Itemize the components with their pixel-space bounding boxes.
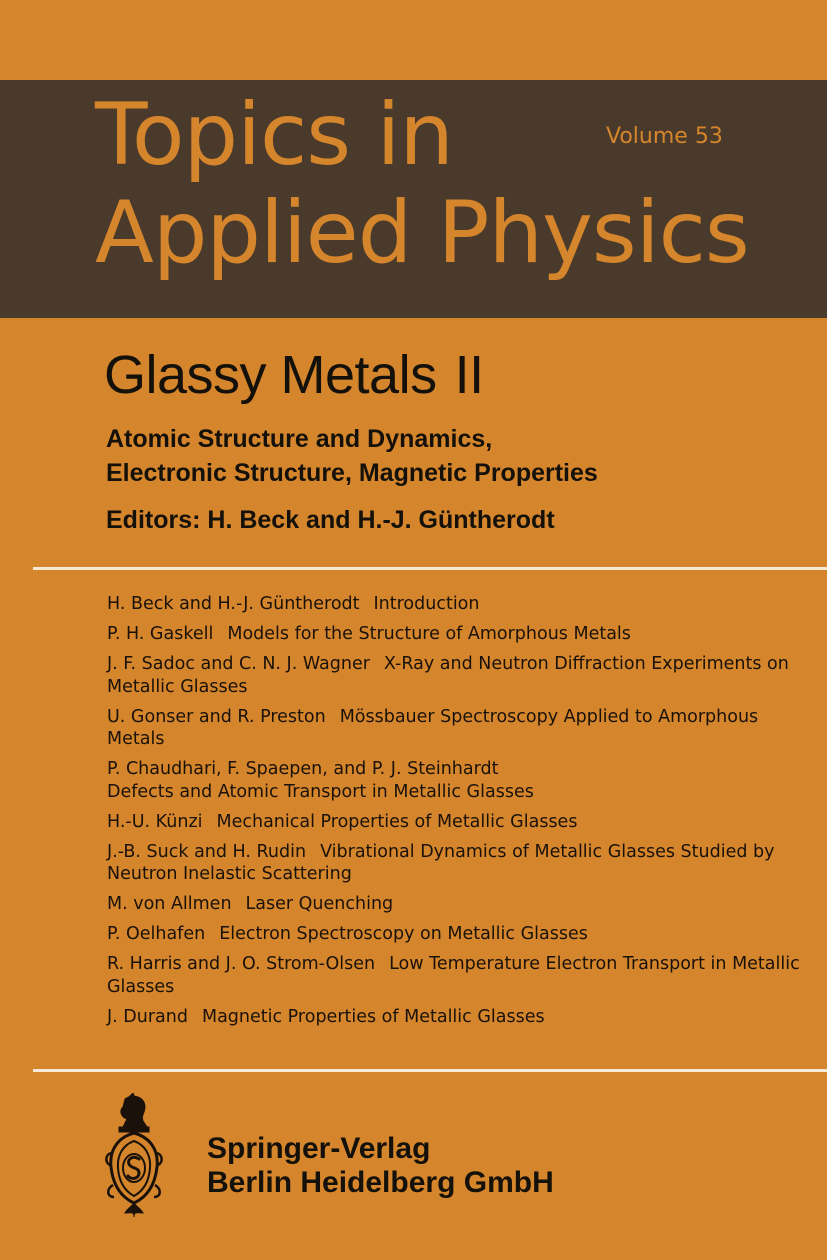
contents-title: Electron Spectroscopy on Metallic Glasses: [219, 924, 588, 944]
contents-item: [107, 593, 807, 616]
contents-authors: U. Gonser and R. Preston: [107, 706, 326, 727]
contents-authors: M. von Allmen: [107, 894, 232, 914]
subtitle-line1: Atomic Structure and Dynamics,: [106, 425, 493, 453]
editors: Editors: H. Beck and H.-J. Güntherodt: [106, 506, 555, 534]
bottom-divider: [33, 1069, 827, 1072]
contents-title: Laser Quenching: [245, 894, 394, 914]
book-title-text: Glassy Metals: [104, 345, 437, 405]
series-title: [95, 86, 749, 282]
contents-title: Vibrational Dynamics of Metallic Glasses Studied by Neutron Inelastic Scattering: [107, 841, 775, 884]
contents-authors: J. F. Sadoc and C. N. J. Wagner: [107, 654, 370, 674]
contents-item: [107, 811, 807, 834]
publisher-line2: Berlin Heidelberg GmbH: [207, 1166, 554, 1199]
publisher: [207, 1132, 554, 1200]
contents-list: [107, 593, 807, 1036]
series-title-line2: Applied Physics: [95, 183, 749, 283]
subtitle-line2: Electronic Structure, Magnetic Properties: [106, 459, 598, 487]
contents-item: [107, 841, 807, 886]
contents-authors: P. Oelhafen: [107, 924, 206, 944]
contents-authors: J. Durand: [107, 1006, 188, 1027]
contents-title: Defects and Atomic Transport in Metallic Glasses: [107, 781, 534, 802]
book-subtitle: [106, 422, 598, 490]
contents-authors: H. Beck and H.-J. Güntherodt: [107, 594, 360, 614]
contents-authors: J.-B. Suck and H. Rudin: [107, 841, 307, 862]
contents-item: [107, 1006, 807, 1029]
contents-item: [107, 706, 807, 751]
contents-item: [107, 653, 807, 698]
contents-item: [107, 623, 807, 646]
contents-authors: R. Harris and J. O. Strom-Olsen: [107, 954, 376, 974]
contents-item: [107, 758, 807, 803]
book-part-number: II: [454, 345, 484, 405]
contents-item: [107, 893, 807, 916]
contents-item: [107, 923, 807, 946]
contents-authors: P. H. Gaskell: [107, 624, 214, 644]
contents-title: Introduction: [373, 594, 480, 614]
publisher-line1: Springer-Verlag: [207, 1132, 431, 1165]
contents-title: Magnetic Properties of Metallic Glasses: [201, 1006, 545, 1027]
contents-item: [107, 953, 807, 998]
contents-authors: H.-U. Künzi: [107, 811, 203, 832]
book-title: [104, 340, 484, 410]
series-title-line1: Topics in: [95, 85, 453, 185]
top-divider: [33, 567, 827, 570]
contents-title: Models for the Structure of Amorphous Metals: [227, 624, 631, 644]
volume-number: Volume 53: [606, 124, 723, 149]
contents-title: Mechanical Properties of Metallic Glasses: [216, 811, 578, 832]
springer-knight-logo-icon: [103, 1093, 165, 1219]
contents-authors: P. Chaudhari, F. Spaepen, and P. J. Steinhardt: [107, 759, 499, 779]
contents-title: Mössbauer Spectroscopy Applied to Amorphous Metals: [107, 706, 759, 749]
contents-title: X-Ray and Neutron Diffraction Experiments on Metallic Glasses: [107, 654, 789, 697]
contents-title: Low Temperature Electron Transport in Metallic Glasses: [107, 954, 800, 997]
